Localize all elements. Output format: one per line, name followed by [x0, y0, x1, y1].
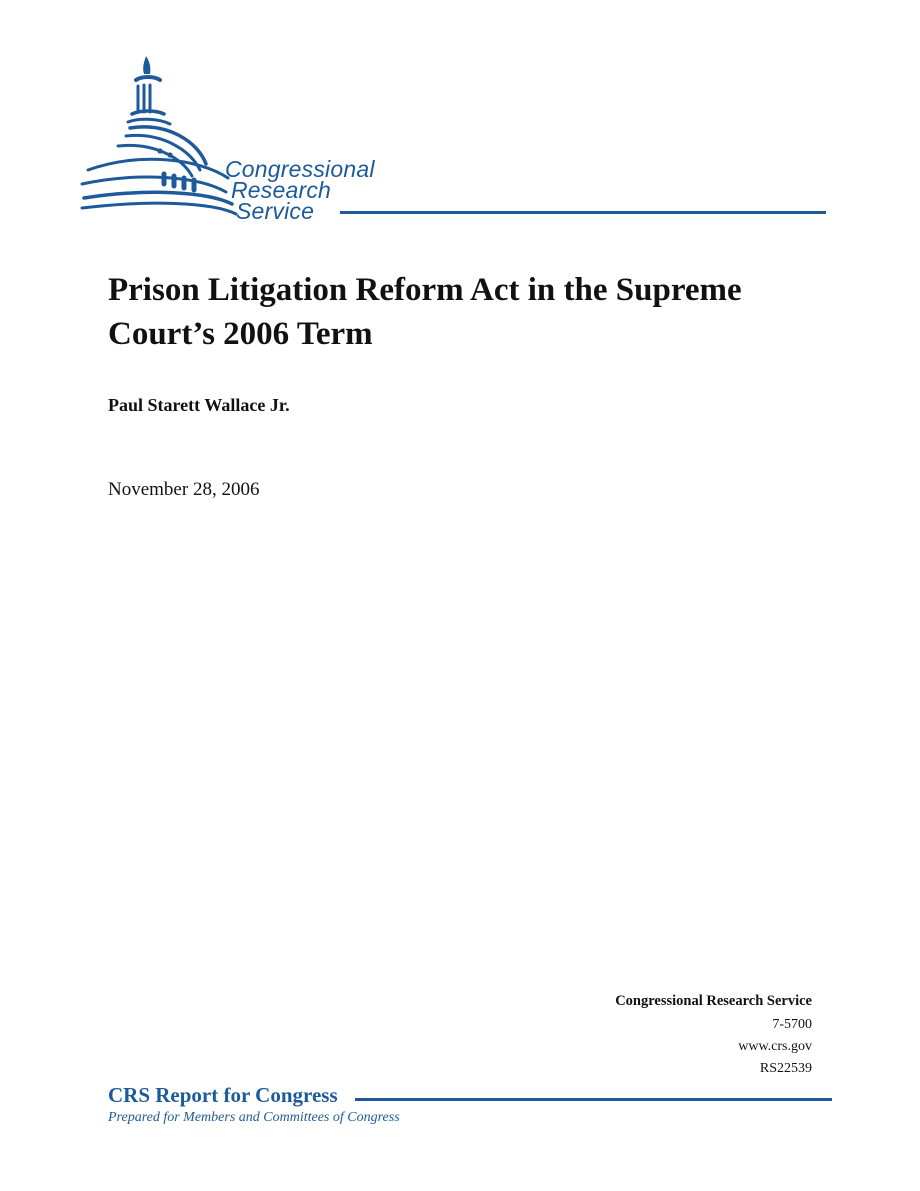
crs-contact-block	[615, 990, 812, 1080]
report-series-title: CRS Report for Congress	[108, 1083, 338, 1107]
author-name: Paul Starett Wallace Jr.	[108, 395, 290, 415]
logo-word-research: Research	[231, 177, 332, 203]
logo-word-congressional: Congressional	[225, 156, 375, 182]
report-series-subtitle: Prepared for Members and Committees of Congress	[108, 1110, 400, 1125]
publication-date: November 28, 2006	[108, 479, 260, 500]
crs-phone: 7-5700	[772, 1017, 812, 1032]
report-number: RS22539	[759, 1061, 812, 1076]
logo-word-service: Service	[236, 198, 315, 224]
capitol-dome-icon	[78, 52, 838, 227]
crs-website-link[interactable]: www.crs.gov	[738, 1039, 812, 1054]
crs-logo	[78, 52, 838, 227]
document-title: Prison Litigation Reform Act in the Supreme Court’s 2006 Term	[108, 272, 742, 352]
report-divider	[355, 1098, 832, 1101]
crs-organization: Congressional Research Service	[615, 993, 812, 1009]
